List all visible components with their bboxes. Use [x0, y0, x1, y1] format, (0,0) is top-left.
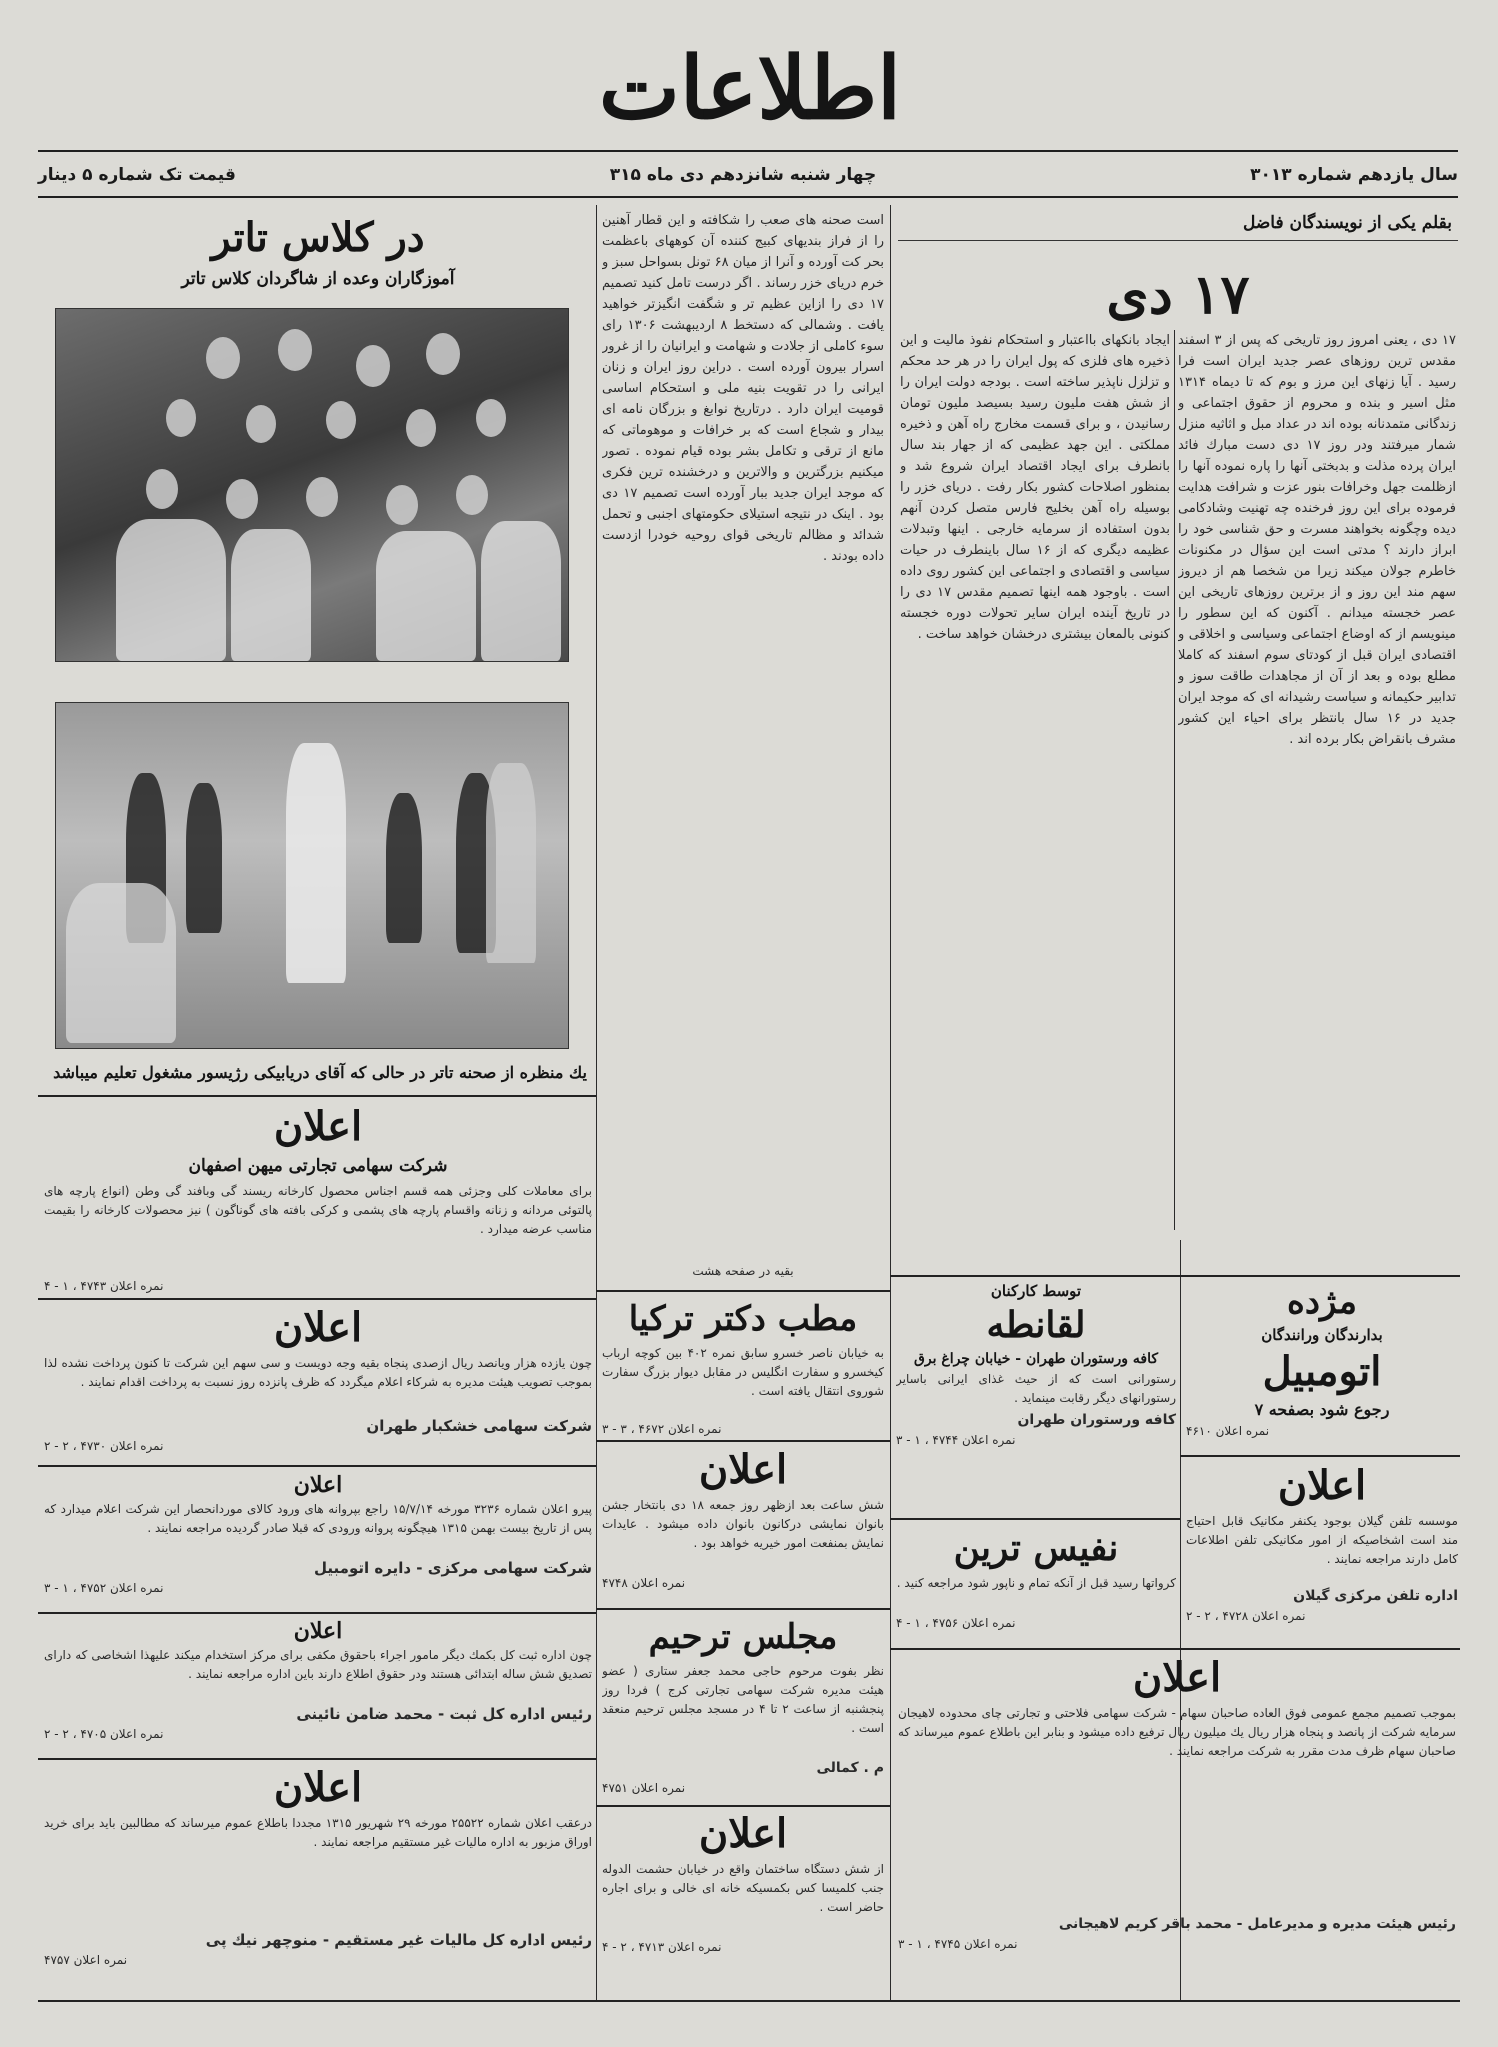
theatre-section [48, 210, 588, 292]
ad-tarhim [602, 1612, 884, 1798]
section-rule [890, 1275, 1460, 1277]
ad-banovan-title: اعلان [698, 1446, 788, 1493]
ad-sabt-body: چون اداره ثبت کل بکمك دیگر مامور اجراء باحقوق مکفی برای مرکز استخدام میکند علیهذا اشخاصی که دارای تصدیق شش ساله ابتدائی هستند ودر حقوق اطلاع دارند باین اداره مراجعه نمایند . [44, 1648, 592, 1681]
ad-doctor-ref: نمره اعلان ۴۶۷۲ ، ۳ - ۳ [602, 1422, 722, 1436]
editorial-column-2: ایجاد بانکهای بااعتبار و استحکام نفوذ مالیت و این ذخیره های فلزی که پول ایران را در هر حد محکم و تزلزل ناپذیر ساخته است . بودجه دولت ایران را از شش هفت ملیون رسید بسیصد ملیون تومان رسانیدن ، و برای قسمت مخارج راه آهن و ذخیره مملکتی . این جهد عظیمی که از جهار بند سال بانطرف برای ایجاد اقتصاد ایران شروع شد و بمنظور اصلاحات کشور بکار رفت . دریای خزر را بوسیله راه آهن بخلیج فارس متصل کردن آنهم بدون استفاده از سرمایه خارجی . اینها وتبدلات عظیمه دیگری که از ۱۶ سال باینطرف در حیات سیاسی و اقتصادی و اجتماعی این کشور روی داده است . باوجود همه اینها تصمیم مقدس ۱۷ دی را در تاریخ آینده ایران سایر تحولات دوره خجسته کنونی بالمعان بیشتری درخشان خواهد ساخت . [900, 333, 1170, 642]
section-rule [596, 1440, 890, 1442]
ad-nafis-title: نفیس ترین [953, 1527, 1119, 1569]
top-rule [38, 150, 1458, 152]
section-rule [38, 1612, 596, 1614]
ad-gilan-sign: اداره تلفن مرکزی گیلان [1293, 1588, 1458, 1604]
ad-sabt-title: اعلان [293, 1618, 343, 1644]
masthead-title: اطلاعات [598, 37, 902, 139]
section-rule [38, 1758, 596, 1760]
section-rule [596, 1290, 890, 1292]
ad-khoshkbar-sign: شرکت سهامی خشکبار طهران [366, 1417, 592, 1435]
column-rule [596, 205, 597, 2000]
ad-laghanteh [896, 1280, 1176, 1450]
ad-mojdeh-big: اتومبیل [1262, 1348, 1382, 1395]
ad-banovan [602, 1444, 884, 1593]
ad-laghanteh-ref: نمره اعلان ۴۷۴۴ ، ۱ - ۳ [896, 1433, 1016, 1447]
theatre-title: در کلاس تاتر [211, 214, 425, 261]
ad-isfahan-company: شرکت سهامی تجارتی میهن اصفهان [188, 1156, 448, 1176]
ad-nafis-body: کرواتها رسید قبل از آنکه تمام و ناپور شود مراجعه کنید . [896, 1576, 1176, 1590]
ad-building-title: اعلان [698, 1810, 788, 1857]
theatre-caption: یك منظره از صحنه تاتر در حالی که آقای دریابیکی رژیسور مشغول تعلیم میباشد [53, 1063, 587, 1082]
dateline-issue: سال یازدهم شماره ۳۰۱۳ [1250, 165, 1458, 185]
ad-markazi-title: اعلان [293, 1472, 343, 1498]
ad-gilan-body: موسسه تلفن گیلان بوجود یکنفر مکانیک قابل احتیاج مند است اشخاصیکه از امور مکانیکی تلفن اطلاعات کامل دارند مراجعه نمایند . [1186, 1514, 1458, 1566]
ad-gilan [1186, 1460, 1458, 1626]
ad-laghanteh-sub: کافه ورستوران طهران - خیابان چراغ برق [913, 1351, 1158, 1367]
editorial-title: ۱۷ دی [1106, 262, 1250, 326]
ad-markazi-sign: شرکت سهامی مرکزی - دایره اتومبیل [314, 1559, 592, 1577]
ad-khoshkbar-title: اعلان [273, 1304, 363, 1351]
ad-maliat-ref: نمره اعلان ۴۷۵۷ [44, 1953, 128, 1967]
ad-doctor-title: مطب دکتر ترکیا [628, 1299, 858, 1339]
ad-laghanteh-top: توسط کارکنان [990, 1282, 1082, 1300]
ad-markazi [44, 1470, 592, 1598]
ad-lahijan-sign: رئیس هیئت مدیره و مدیرعامل - محمد باقر کریم لاهیجانی [1058, 1916, 1456, 1932]
ad-building-ref: نمره اعلان ۴۷۱۳ ، ۲ - ۴ [602, 1940, 722, 1954]
section-rule [38, 1298, 596, 1300]
ad-gilan-ref: نمره اعلان ۴۷۲۸ ، ۲ - ۲ [1186, 1609, 1306, 1623]
ad-sabt-ref: نمره اعلان ۴۷۰۵ ، ۲ - ۲ [44, 1727, 164, 1741]
ad-lahijan-ref: نمره اعلان ۴۷۴۵ ، ۱ - ۳ [898, 1937, 1018, 1951]
ad-markazi-ref: نمره اعلان ۴۷۵۲ ، ۱ - ۳ [44, 1581, 164, 1595]
theatre-class-photo [55, 308, 569, 662]
section-rule [596, 1805, 890, 1807]
continued-note: بقیه در صفحه هشت [692, 1264, 794, 1278]
ad-laghanteh-title: لقانطه [986, 1304, 1086, 1346]
section-rule [890, 1648, 1460, 1650]
ad-isfahan [44, 1100, 592, 1296]
ad-tarhim-sign: م . کمالی [816, 1760, 884, 1776]
ad-tarhim-ref: نمره اعلان ۴۷۵۱ [602, 1781, 686, 1795]
section-rule [596, 1608, 890, 1610]
bottom-rule [38, 2000, 1460, 2002]
section-rule [890, 1518, 1180, 1520]
editorial-column-1: ۱۷ دی ، یعنی امروز روز تاریخی که پس از ۳ اسفند مقدس ترین روزهای عصر جدید ایران است فرا رسید . آیا زنهای این مرز و بوم که تا دیماه ۱۳۱۴ مثل اسیر و بنده و محروم از حقوق اجتماعی و زندگانی متمدنانه بوده اند در عداد مبل و اثاثیه منزل شمار میرفتند ودر روز ۱۷ دی دست مبارك فائد ایران پرده مذلت و بدبختی آنها را پاره نموده آنها را ازظلمت جهل وخرافات بنور عزت و شرافت هدایت فرموده برای این روز فرخنده چه تهنیت وشادکامی دیده وچگونه بخواهند مسرت و حق شناسی خود را ابراز دارند ؟ مدتی است این سؤال در مکنونات خاطرم جولان میکند زیرا من شخصا هم از دیروز سهم مند این روز و از برترین روزهای تاریخی این عصر خجسته میدانم . آکنون که این سطور را مینویسم از که اوضاع اجتماعی وسیاسی و اخلاقی و اقتصادی ایران قبل از کودتای سوم اسفند که کاملا مطلع بوده و بعد از آن از مجاهدات طاقت سوز و تدابیر حکیمانه و سیاست رشیدانه ای که موجد ایران جدید در ۱۶ سال بانتظر برای احیاء این کشور مشرف بانقراض بکار برده اند . [1178, 333, 1456, 747]
ad-doctor [602, 1294, 884, 1439]
section-rule [38, 1095, 596, 1097]
column-rule [890, 205, 891, 2000]
ad-laghanteh-body: رستورانی است که از حیث غذای ایرانی باسایر رستورانهای دیگر رقابت مینماید . [896, 1372, 1176, 1405]
ad-nafis [896, 1522, 1176, 1633]
ad-mojdeh [1186, 1280, 1458, 1441]
section-rule [38, 1465, 596, 1467]
ad-sabt-sign: رئیس اداره کل ثبت - محمد ضامن نائینی [296, 1705, 592, 1723]
ad-markazi-body: پیرو اعلان شماره ۳۲۳۶ مورخه ۱۵/۷/۱۴ راجع بپروانه های ورود کالای موردانحصار این شرکت اعلام میدارد که پس از تاریخ بیست بهمن ۱۳۱۵ هیچگونه پروانه ورودی که قبلا صادر گردیده مراجعه نمایند . [44, 1502, 592, 1535]
ad-lahijan-body: بموجب تصمیم مجمع عمومی فوق العاده صاحبان سهام - شرکت سهامی فلاحتی و تجارتی چای محدوده لاهیجان سرمایه شرکت از پانصد و پنجاه هزار ریال یك میلیون ریال ترفیع داده میشود و بنابر این باطلاع عموم میرساند که صاحبان سهام ظرف مدت مقرر به شرکت مراجعه نمایند . [898, 1706, 1456, 1758]
ad-nafis-ref: نمره اعلان ۴۷۵۶ ، ۱ - ۴ [896, 1616, 1016, 1630]
ad-maliat-title: اعلان [273, 1764, 363, 1811]
ad-mojdeh-title: مژده [1287, 1282, 1357, 1322]
editorial [898, 210, 1458, 333]
ad-maliat-sign: رئیس اداره کل مالیات غیر مستقیم - منوچهر نیك پی [205, 1931, 592, 1949]
ad-building [602, 1808, 884, 1957]
ad-khoshkbar-body: چون یازده هزار ویانصد ریال ازصدی پنجاه بقیه وجه دویست و سی سهم این شرکت تا کنون پرداخت نشده لذا بموجب تصویب هیئت مدیره به شرکاء اعلام میگردد که ظرف پانزده روز نسبت به پرداخت اقدام نمایند . [44, 1356, 592, 1389]
editorial-inner-rule [1174, 330, 1175, 1230]
editorial-byline: بقلم یکی از نویسندگان فاضل [898, 210, 1458, 241]
ad-building-body: از شش دستگاه ساختمان واقع در خیابان حشمت الدوله جنب کلمیسا کس بکمسیکه خانه ای خالی و برای اجاره حاضر است . [602, 1862, 884, 1914]
ad-mojdeh-sub: بدارندگان ورانندگان [1261, 1326, 1383, 1344]
dateline [38, 158, 1458, 192]
ad-tarhim-body: نظر بفوت مرحوم حاجی محمد جعفر ستاری ( عضو هیئت مدیره شرکت سهامی تجارتی کرج ) فردا روز پنجشنبه از ساعت ۲ تا ۴ در مسجد مجلس ترحیم منعقد است . [602, 1664, 884, 1735]
ad-sabt [44, 1616, 592, 1744]
ad-maliat [44, 1762, 592, 1970]
theatre-stage-photo [55, 702, 569, 1049]
ad-doctor-body: به خیابان ناصر خسرو سابق نمره ۴۰۲ بین کوچه ارباب کیخسرو و سفارت انگلیس در مقابل دیوار بزرگ سفارت شوروی انتقال یافته است . [602, 1346, 884, 1398]
dateline-price: قیمت تک شماره ۵ دینار [38, 165, 236, 185]
ad-isfahan-title: اعلان [273, 1103, 363, 1150]
section-rule [1180, 1455, 1460, 1457]
masthead [560, 28, 940, 148]
ad-isfahan-body: برای معاملات کلی وجزئی همه قسم اجناس محصول کارخانه ریسند گی وبافند گی وطن (انواع پارچه های پالتوئی مردانه و زنانه واقسام پارچه های پشمی و کرکی بافته های گوناگون ) نیز محصولات کارخانه را بقیمت مناسب عرضه میدارد . [44, 1184, 592, 1236]
ad-maliat-body: درعقب اعلان شماره ۲۵۵۲۲ مورخه ۲۹ شهریور ۱۳۱۵ مجددا باطلاع عموم میرساند که مطالبین باید برای خرید اوراق مزبور به اداره مالیات غیر مستقیم مراجعه نمایند . [44, 1816, 592, 1849]
ad-gilan-title: اعلان [1277, 1462, 1367, 1509]
theatre-subtitle: آموزگاران وعده از شاگردان کلاس تاتر [181, 269, 455, 289]
ad-isfahan-ref: نمره اعلان ۴۷۴۳ ، ۱ - ۴ [44, 1279, 164, 1293]
ad-laghanteh-sign: کافه ورستوران طهران [1017, 1412, 1176, 1428]
ad-lahijan-title: اعلان [1132, 1654, 1222, 1701]
ad-banovan-body: شش ساعت بعد ازظهر روز جمعه ۱۸ دی بانتخار جشن بانوان نمایشی درکانون بانوان داده میشود . عایدات نمایش بمنفعت امور خیریه خواهد بود . [602, 1498, 884, 1550]
ad-banovan-ref: نمره اعلان ۴۷۴۸ [602, 1576, 686, 1590]
ad-lahijan [898, 1652, 1456, 1954]
ad-mojdeh-ref: رجوع شود بصفحه ۷ [1254, 1400, 1390, 1419]
dateline-rule [38, 196, 1458, 198]
ad-khoshkbar-ref: نمره اعلان ۴۷۳۰ ، ۲ - ۲ [44, 1439, 164, 1453]
ad-mojdeh-num: نمره اعلان ۴۶۱۰ [1186, 1424, 1270, 1438]
editorial-column-3: است صحنه های صعب را شکافته و این قطار آهنین را از فراز بندیهای کبیج کننده آن کوههای باعظمت بحر کت آورده و آنرا از میان ۶۸ تونل بسواحل سبز و خرم دریای خزر رساند . اگر درست تامل کنید تصمیم ۱۷ دی را ازاین عظیم تر و شگفت انگیزتر خواهید یافت . وشمالی که دستخط ۸ اردیبهشت ۱۳۰۶ رای سوء کاملی از جلادت و شهامت و ایرانیان را از غرور اسرار بیرون آورده است . دراین روز ایران و زنان ایرانی را در تقویت بنیه ملی و استحکام اساسی قومیت ایران دارد . درتاریخ نوابغ و بزرگان نامه ای بیدار و شجاع است که بر خرافات و موهوماتی که مانع از ترقی و تکامل بشر بوده قیام نموده . تصور میکنیم بزرگترین و والاترین و درخشنده ترین فکری که موجد ایران جدید ببار آورده است تصمیم ۱۷ دی بود . اینک در نتیجه استیلای حکومتهای اجنبی و تحمل شدائد و مظالم تاریخی قوای روحیه خودرا ازدست داده بودند . [602, 213, 884, 564]
ad-khoshkbar [44, 1302, 592, 1456]
ad-tarhim-title: مجلس ترحیم [648, 1617, 838, 1657]
dateline-date: چهار شنبه شانزدهم دی ماه ۳۱۵ [609, 165, 877, 185]
